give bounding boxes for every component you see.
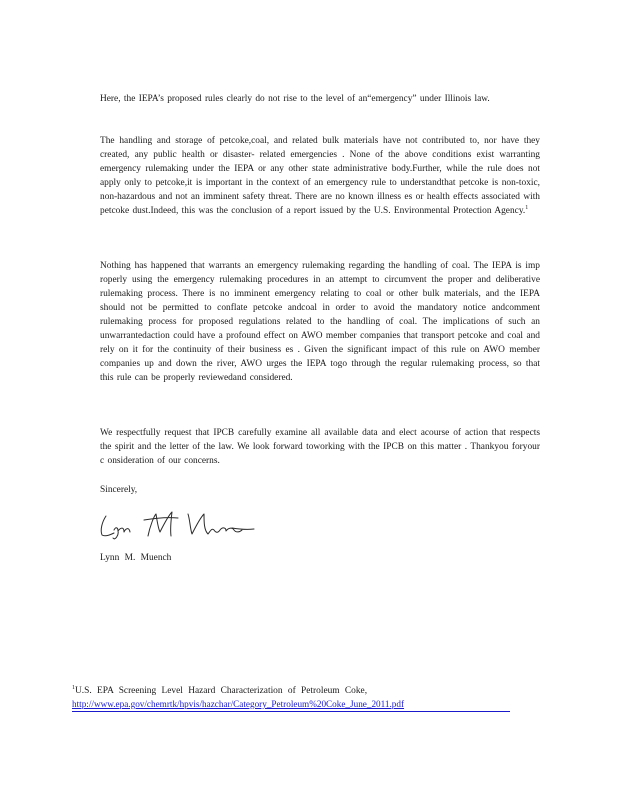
paragraph-nothing-happened: Nothing has happened that warrants an emergency rulemaking regarding the handling of coal. The IEPA is imp roperly using the emergency rulemaking procedures in an attempt to circumvent the proper and deliberative rulemaking process. There is no imminent emergency relating to coal or other bulk materials, and the IEPA should not be permitted to conflate petcoke andcoal in order to avoid the mandatory notice andcomment rulemaking process for proposed regulations related to the handling of coal. The implications of such an unwarrantedaction could have a profound effect on AWO member companies that transport petcoke and coal and rely on it for the continuity of their business es . Given the significant impact of this rule on AWO member companies up and down the river, AWO urges the IEPA togo through the regular rulemaking process, so that this rule can be properly reviewedand considered. [100, 261, 540, 383]
closing-salutation: Sincerely, [100, 485, 138, 495]
paragraph-request: We respectfully request that IPCB carefully examine all available data and elect acourse of action that respects the spirit and the letter of the law. We look forward toworking with the IPCB on this matter . Thankyou foryour c onsideration of our concerns. [100, 428, 540, 466]
handwritten-signature [96, 508, 256, 542]
footnote-citation: U.S. EPA Screening Level Hazard Characterization of Petroleum Coke, [75, 686, 368, 696]
footnote-marker: 1 [72, 684, 75, 691]
footnote-link[interactable]: http://www.epa.gov/chemrtk/hpvis/hazchar/Category_Petroleum%20Coke_June_2011.pdf [72, 698, 510, 712]
paragraph-emergency-claim: Here, the IEPA’s proposed rules clearly do not rise to the level of an“emergency” under Illinois law. [100, 94, 490, 104]
signer-name: Lynn M. Muench [100, 553, 172, 563]
paragraph-handling-storage-text: The handling and storage of petcoke,coal, and related bulk materials have not contributed to, nor have they created, any public health or disaster- related emergencies . None of the above conditions exist warranting emergency rulemaking under the IEPA or any other state administrative body.Further, while the rule does not apply only to petcoke,it is important in the context of an emergency rule to understandthat petcoke is non-toxic, non-hazardous and not an imminent safety threat. There are no known illness es or health effects associated with petcoke dust.Indeed, this was the conclusion of a report issued by the U.S. Environmental Protection Agency. [100, 136, 540, 216]
footnote [72, 685, 512, 712]
footnote-reference: 1 [525, 204, 529, 211]
paragraph-handling-storage [100, 134, 540, 218]
